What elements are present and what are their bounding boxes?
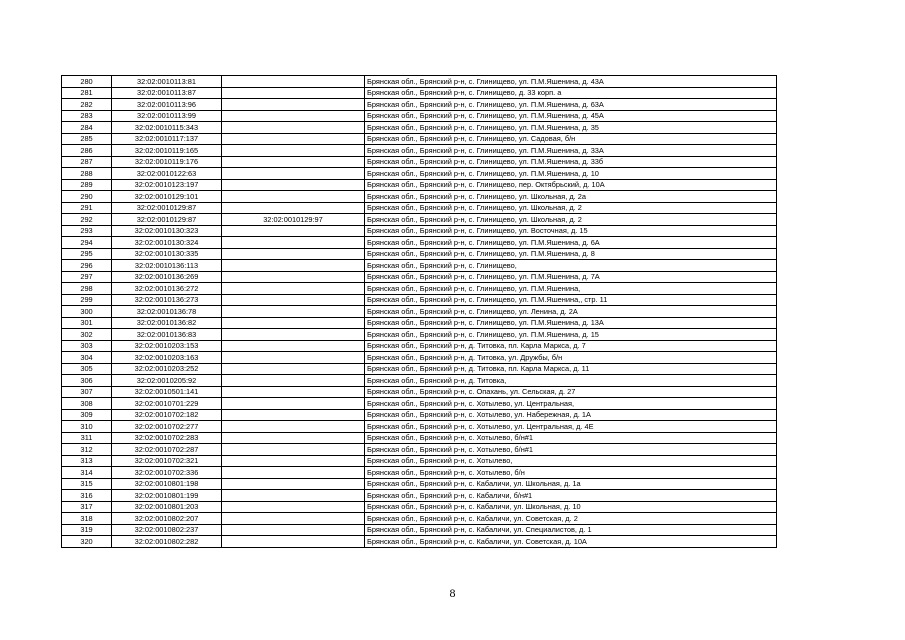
- cadastral-number-cell: 32:02:0010203:163: [112, 352, 222, 364]
- related-cadastral-number-cell: [222, 444, 365, 456]
- table-row: [62, 283, 777, 295]
- cadastral-number-cell: 32:02:0010802:282: [112, 536, 222, 548]
- address-cell: Брянская обл., Брянский р-н, с. Глинищево, ул. Школьная, д. 2: [365, 214, 777, 226]
- cadastral-number-cell: 32:02:0010802:207: [112, 513, 222, 525]
- cadastral-number-cell: 32:02:0010130:324: [112, 237, 222, 249]
- table-body: [62, 76, 777, 548]
- address-cell: Брянская обл., Брянский р-н, с. Глинищево, ул. П.М.Яшенина, д. 45А: [365, 110, 777, 122]
- row-number-cell: 292: [62, 214, 112, 226]
- row-number-cell: 301: [62, 317, 112, 329]
- related-cadastral-number-cell: [222, 168, 365, 180]
- cadastral-number-cell: 32:02:0010136:273: [112, 294, 222, 306]
- related-cadastral-number-cell: [222, 87, 365, 99]
- table-row: [62, 501, 777, 513]
- address-cell: Брянская обл., Брянский р-н, д. Титовка, ул. Дружбы, б/н: [365, 352, 777, 364]
- row-number-cell: 295: [62, 248, 112, 260]
- related-cadastral-number-cell: [222, 398, 365, 410]
- address-cell: Брянская обл., Брянский р-н, с. Хотылево, ул. Центральная, д. 4Е: [365, 421, 777, 433]
- related-cadastral-number-cell: [222, 375, 365, 387]
- related-cadastral-number-cell: [222, 524, 365, 536]
- related-cadastral-number-cell: [222, 501, 365, 513]
- cadastral-number-cell: 32:02:0010801:198: [112, 478, 222, 490]
- address-cell: Брянская обл., Брянский р-н, с. Глинищево, ул. П.М.Яшенина,: [365, 283, 777, 295]
- address-cell: Брянская обл., Брянский р-н, с. Хотылево, б/н#1: [365, 432, 777, 444]
- row-number-cell: 286: [62, 145, 112, 157]
- table-row: [62, 214, 777, 226]
- related-cadastral-number-cell: [222, 237, 365, 249]
- address-cell: Брянская обл., Брянский р-н, с. Хотылево, б/н#1: [365, 444, 777, 456]
- cadastral-number-cell: 32:02:0010136:83: [112, 329, 222, 341]
- related-cadastral-number-cell: [222, 352, 365, 364]
- table-row: [62, 352, 777, 364]
- address-cell: Брянская обл., Брянский р-н, с. Глинищево, ул. П.М.Яшенина, д. 7А: [365, 271, 777, 283]
- cadastral-number-cell: 32:02:0010130:323: [112, 225, 222, 237]
- row-number-cell: 309: [62, 409, 112, 421]
- cadastral-number-cell: 32:02:0010129:87: [112, 202, 222, 214]
- related-cadastral-number-cell: [222, 191, 365, 203]
- row-number-cell: 314: [62, 467, 112, 479]
- related-cadastral-number-cell: [222, 260, 365, 272]
- address-cell: Брянская обл., Брянский р-н, с. Глинищево, ул. Школьная, д. 2: [365, 202, 777, 214]
- row-number-cell: 289: [62, 179, 112, 191]
- related-cadastral-number-cell: [222, 317, 365, 329]
- table-row: [62, 375, 777, 387]
- table-row: [62, 467, 777, 479]
- related-cadastral-number-cell: [222, 478, 365, 490]
- related-cadastral-number-cell: [222, 386, 365, 398]
- cadastral-number-cell: 32:02:0010203:153: [112, 340, 222, 352]
- row-number-cell: 284: [62, 122, 112, 134]
- related-cadastral-number-cell: [222, 513, 365, 525]
- table-row: [62, 455, 777, 467]
- table-row: [62, 294, 777, 306]
- cadastral-number-cell: 32:02:0010801:199: [112, 490, 222, 502]
- related-cadastral-number-cell: [222, 248, 365, 260]
- row-number-cell: 304: [62, 352, 112, 364]
- address-cell: Брянская обл., Брянский р-н, с. Глинищево, ул. Восточная, д. 15: [365, 225, 777, 237]
- table-row: [62, 145, 777, 157]
- address-cell: Брянская обл., Брянский р-н, с. Кабаличи, ул. Школьная, д. 10: [365, 501, 777, 513]
- related-cadastral-number-cell: [222, 156, 365, 168]
- row-number-cell: 303: [62, 340, 112, 352]
- address-cell: Брянская обл., Брянский р-н, с. Глинищево, ул. Школьная, д. 2а: [365, 191, 777, 203]
- table-row: [62, 340, 777, 352]
- address-cell: Брянская обл., Брянский р-н, с. Опахань, ул. Сельская, д. 27: [365, 386, 777, 398]
- row-number-cell: 291: [62, 202, 112, 214]
- address-cell: Брянская обл., Брянский р-н, с. Глинищево, ул. П.М.Яшенина, д. 13А: [365, 317, 777, 329]
- related-cadastral-number-cell: [222, 421, 365, 433]
- row-number-cell: 288: [62, 168, 112, 180]
- address-cell: Брянская обл., Брянский р-н, с. Глинищево, ул. П.М.Яшенина, д. 6А: [365, 237, 777, 249]
- cadastral-number-cell: 32:02:0010129:87: [112, 214, 222, 226]
- table-row: [62, 191, 777, 203]
- table-row: [62, 363, 777, 375]
- row-number-cell: 300: [62, 306, 112, 318]
- cadastral-number-cell: 32:02:0010501:141: [112, 386, 222, 398]
- address-cell: Брянская обл., Брянский р-н, с. Глинищево, ул. П.М.Яшенина, д. 8: [365, 248, 777, 260]
- table-row: [62, 248, 777, 260]
- row-number-cell: 280: [62, 76, 112, 88]
- table-row: [62, 202, 777, 214]
- cadastral-number-cell: 32:02:0010136:78: [112, 306, 222, 318]
- cadastral-number-cell: 32:02:0010130:335: [112, 248, 222, 260]
- related-cadastral-number-cell: [222, 455, 365, 467]
- row-number-cell: 296: [62, 260, 112, 272]
- address-cell: Брянская обл., Брянский р-н, с. Глинищево, ул. П.М.Яшенина, д. 35: [365, 122, 777, 134]
- row-number-cell: 293: [62, 225, 112, 237]
- address-cell: Брянская обл., Брянский р-н, с. Кабаличи, ул. Школьная, д. 1а: [365, 478, 777, 490]
- address-cell: Брянская обл., Брянский р-н, с. Кабаличи, ул. Советская, д. 2: [365, 513, 777, 525]
- address-cell: Брянская обл., Брянский р-н, с. Хотылево,: [365, 455, 777, 467]
- table-row: [62, 133, 777, 145]
- row-number-cell: 299: [62, 294, 112, 306]
- table-row: [62, 444, 777, 456]
- related-cadastral-number-cell: [222, 294, 365, 306]
- related-cadastral-number-cell: [222, 225, 365, 237]
- cadastral-number-cell: 32:02:0010123:197: [112, 179, 222, 191]
- cadastral-number-cell: 32:02:0010113:99: [112, 110, 222, 122]
- cadastral-number-cell: 32:02:0010801:203: [112, 501, 222, 513]
- cadastral-number-cell: 32:02:0010205:92: [112, 375, 222, 387]
- page-number: 8: [449, 586, 456, 600]
- row-number-cell: 320: [62, 536, 112, 548]
- related-cadastral-number-cell: [222, 202, 365, 214]
- row-number-cell: 281: [62, 87, 112, 99]
- table-row: [62, 536, 777, 548]
- address-cell: Брянская обл., Брянский р-н, с. Хотылево, ул. Центральная,: [365, 398, 777, 410]
- cadastral-number-cell: 32:02:0010122:63: [112, 168, 222, 180]
- row-number-cell: 318: [62, 513, 112, 525]
- related-cadastral-number-cell: [222, 271, 365, 283]
- table-row: [62, 409, 777, 421]
- cadastral-number-cell: 32:02:0010702:283: [112, 432, 222, 444]
- row-number-cell: 306: [62, 375, 112, 387]
- cadastral-number-cell: 32:02:0010113:87: [112, 87, 222, 99]
- table-row: [62, 317, 777, 329]
- related-cadastral-number-cell: [222, 283, 365, 295]
- related-cadastral-number-cell: [222, 110, 365, 122]
- cadastral-number-cell: 32:02:0010115:343: [112, 122, 222, 134]
- address-cell: Брянская обл., Брянский р-н, с. Глинищево, ул. П.М.Яшенина, д. 33б: [365, 156, 777, 168]
- cadastral-number-cell: 32:02:0010702:287: [112, 444, 222, 456]
- related-cadastral-number-cell: [222, 329, 365, 341]
- row-number-cell: 302: [62, 329, 112, 341]
- address-cell: Брянская обл., Брянский р-н, с. Глинищево, ул. П.М.Яшенина,, стр. 11: [365, 294, 777, 306]
- related-cadastral-number-cell: [222, 99, 365, 111]
- related-cadastral-number-cell: [222, 145, 365, 157]
- table-row: [62, 432, 777, 444]
- table-row: [62, 524, 777, 536]
- cadastral-number-cell: 32:02:0010113:81: [112, 76, 222, 88]
- cadastral-number-cell: 32:02:0010136:269: [112, 271, 222, 283]
- row-number-cell: 294: [62, 237, 112, 249]
- row-number-cell: 297: [62, 271, 112, 283]
- table-row: [62, 513, 777, 525]
- row-number-cell: 287: [62, 156, 112, 168]
- cadastral-number-cell: 32:02:0010702:336: [112, 467, 222, 479]
- cadastral-number-cell: 32:02:0010119:165: [112, 145, 222, 157]
- related-cadastral-number-cell: [222, 306, 365, 318]
- table-row: [62, 168, 777, 180]
- address-cell: Брянская обл., Брянский р-н, с. Кабаличи, ул. Советская, д. 10А: [365, 536, 777, 548]
- property-table: [61, 75, 777, 548]
- address-cell: Брянская обл., Брянский р-н, с. Кабаличи, б/н#1: [365, 490, 777, 502]
- table-row: [62, 478, 777, 490]
- address-cell: Брянская обл., Брянский р-н, с. Хотылево, б/н: [365, 467, 777, 479]
- table-row: [62, 179, 777, 191]
- related-cadastral-number-cell: [222, 133, 365, 145]
- row-number-cell: 298: [62, 283, 112, 295]
- table-row: [62, 271, 777, 283]
- table-row: [62, 260, 777, 272]
- address-cell: Брянская обл., Брянский р-н, с. Кабаличи, ул. Специалистов, д. 1: [365, 524, 777, 536]
- address-cell: Брянская обл., Брянский р-н, с. Глинищево, пер. Октябрьский, д. 10А: [365, 179, 777, 191]
- row-number-cell: 283: [62, 110, 112, 122]
- address-cell: Брянская обл., Брянский р-н, с. Глинищево, ул. Садовая, б/н: [365, 133, 777, 145]
- address-cell: Брянская обл., Брянский р-н, с. Глинищево, ул. П.М.Яшенина, д. 63А: [365, 99, 777, 111]
- related-cadastral-number-cell: 32:02:0010129:97: [222, 214, 365, 226]
- table-row: [62, 225, 777, 237]
- address-cell: Брянская обл., Брянский р-н, д. Титовка, пл. Карла Маркса, д. 7: [365, 340, 777, 352]
- row-number-cell: 310: [62, 421, 112, 433]
- related-cadastral-number-cell: [222, 179, 365, 191]
- related-cadastral-number-cell: [222, 536, 365, 548]
- table-row: [62, 87, 777, 99]
- cadastral-number-cell: 32:02:0010117:137: [112, 133, 222, 145]
- table-row: [62, 329, 777, 341]
- table-row: [62, 99, 777, 111]
- address-cell: Брянская обл., Брянский р-н, д. Титовка,: [365, 375, 777, 387]
- row-number-cell: 305: [62, 363, 112, 375]
- cadastral-number-cell: 32:02:0010802:237: [112, 524, 222, 536]
- related-cadastral-number-cell: [222, 432, 365, 444]
- cadastral-number-cell: 32:02:0010136:272: [112, 283, 222, 295]
- related-cadastral-number-cell: [222, 122, 365, 134]
- cadastral-number-cell: 32:02:0010702:182: [112, 409, 222, 421]
- related-cadastral-number-cell: [222, 490, 365, 502]
- related-cadastral-number-cell: [222, 409, 365, 421]
- address-cell: Брянская обл., Брянский р-н, с. Глинищево,: [365, 260, 777, 272]
- row-number-cell: 290: [62, 191, 112, 203]
- address-cell: Брянская обл., Брянский р-н, с. Хотылево, ул. Набережная, д. 1А: [365, 409, 777, 421]
- table-row: [62, 306, 777, 318]
- address-cell: Брянская обл., Брянский р-н, с. Глинищево, ул. П.М.Яшенина, д. 15: [365, 329, 777, 341]
- row-number-cell: 308: [62, 398, 112, 410]
- table-row: [62, 110, 777, 122]
- table-row: [62, 490, 777, 502]
- related-cadastral-number-cell: [222, 76, 365, 88]
- address-cell: Брянская обл., Брянский р-н, с. Глинищево, ул. Ленина, д. 2А: [365, 306, 777, 318]
- row-number-cell: 282: [62, 99, 112, 111]
- related-cadastral-number-cell: [222, 467, 365, 479]
- cadastral-number-cell: 32:02:0010702:277: [112, 421, 222, 433]
- row-number-cell: 312: [62, 444, 112, 456]
- row-number-cell: 307: [62, 386, 112, 398]
- row-number-cell: 319: [62, 524, 112, 536]
- address-cell: Брянская обл., Брянский р-н, с. Глинищево, ул. П.М.Яшенина, д. 43А: [365, 76, 777, 88]
- table-row: [62, 421, 777, 433]
- cadastral-number-cell: 32:02:0010136:113: [112, 260, 222, 272]
- table-row: [62, 398, 777, 410]
- address-cell: Брянская обл., Брянский р-н, с. Глинищево, д. 33 корп. а: [365, 87, 777, 99]
- related-cadastral-number-cell: [222, 363, 365, 375]
- address-cell: Брянская обл., Брянский р-н, с. Глинищево, ул. П.М.Яшенина, д. 10: [365, 168, 777, 180]
- row-number-cell: 317: [62, 501, 112, 513]
- cadastral-number-cell: 32:02:0010702:321: [112, 455, 222, 467]
- cadastral-number-cell: 32:02:0010129:101: [112, 191, 222, 203]
- row-number-cell: 315: [62, 478, 112, 490]
- cadastral-number-cell: 32:02:0010203:252: [112, 363, 222, 375]
- cadastral-number-cell: 32:02:0010136:82: [112, 317, 222, 329]
- address-cell: Брянская обл., Брянский р-н, д. Титовка, пл. Карла Маркса, д. 11: [365, 363, 777, 375]
- table-row: [62, 156, 777, 168]
- row-number-cell: 311: [62, 432, 112, 444]
- row-number-cell: 285: [62, 133, 112, 145]
- table-row: [62, 386, 777, 398]
- cadastral-number-cell: 32:02:0010701:229: [112, 398, 222, 410]
- row-number-cell: 313: [62, 455, 112, 467]
- table-row: [62, 122, 777, 134]
- address-cell: Брянская обл., Брянский р-н, с. Глинищево, ул. П.М.Яшенина, д. 33А: [365, 145, 777, 157]
- table-row: [62, 237, 777, 249]
- cadastral-number-cell: 32:02:0010113:96: [112, 99, 222, 111]
- row-number-cell: 316: [62, 490, 112, 502]
- cadastral-number-cell: 32:02:0010119:176: [112, 156, 222, 168]
- related-cadastral-number-cell: [222, 340, 365, 352]
- table-row: [62, 76, 777, 88]
